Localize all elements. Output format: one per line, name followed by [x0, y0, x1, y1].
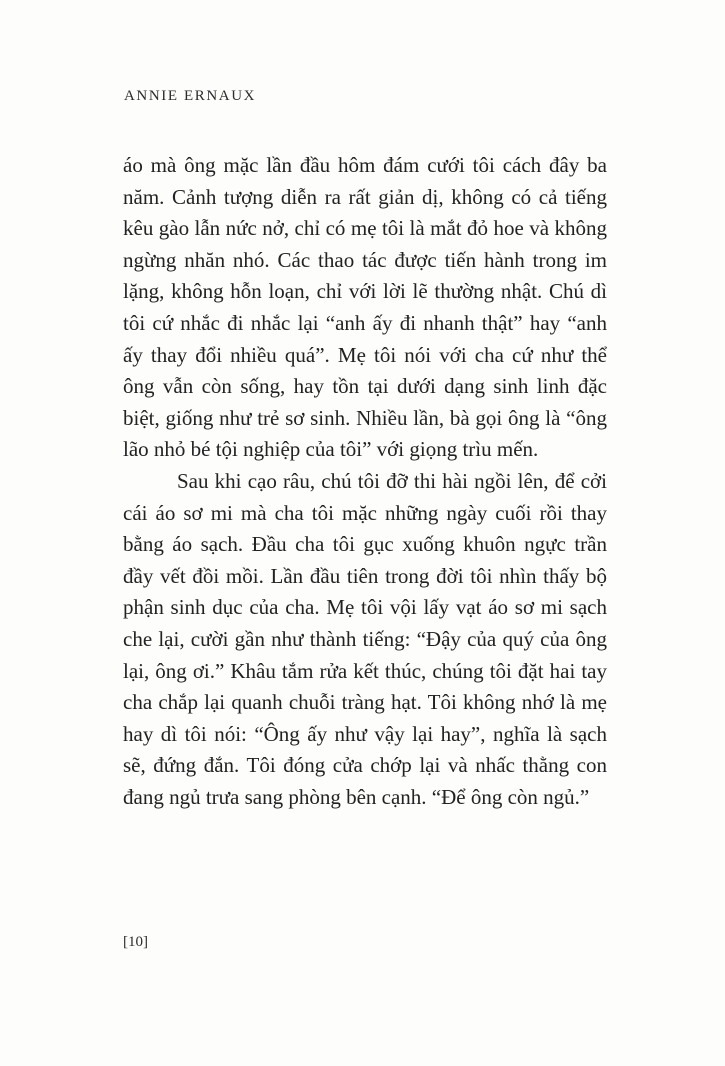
body-text — [123, 150, 607, 813]
paragraph-2: Sau khi cạo râu, chú tôi đỡ thi hài ngồi lên, để cởi cái áo sơ mi mà cha tôi mặc những ngày cuối rồi thay bằng áo sạch. Đầu cha tôi gục xuống khuôn ngực trần đầy vết đồi mồi. Lần đầu tiên trong đời tôi nhìn thấy bộ phận sinh dục của cha. Mẹ tôi vội lấy vạt áo sơ mi sạch che lại, cười gần như thành tiếng: “Đậy của quý của ông lại, ông ơi.” Khâu tắm rửa kết thúc, chúng tôi đặt hai tay cha chắp lại quanh chuỗi tràng hạt. Tôi không nhớ là mẹ hay dì tôi nói: “Ông ấy như vậy lại hay”, nghĩa là sạch sẽ, đứng đắn. Tôi đóng cửa chớp lại và nhấc thằng con đang ngủ trưa sang phòng bên cạnh. “Để ông còn ngủ.” — [123, 468, 607, 809]
paragraph-1: áo mà ông mặc lần đầu hôm đám cưới tôi cách đây ba năm. Cảnh tượng diễn ra rất giản dị, không có cả tiếng kêu gào lẫn nức nở, chỉ có mẹ tôi là mắt đỏ hoe và không ngừng nhăn nhó. Các thao tác được tiến hành trong im lặng, không hỗn loạn, chỉ với lời lẽ thường nhật. Chú dì tôi cứ nhắc đi nhắc lại “anh ấy đi nhanh thật” hay “anh ấy thay đổi nhiều quá”. Mẹ tôi nói với cha cứ như thể ông vẫn còn sống, hay tồn tại dưới dạng sinh linh đặc biệt, giống như trẻ sơ sinh. Nhiều lần, bà gọi ông là “ông lão nhỏ bé tội nghiệp của tôi” với giọng trìu mến. — [123, 153, 607, 462]
page-number: [10] — [123, 934, 148, 950]
running-header-author: ANNIE ERNAUX — [124, 88, 257, 104]
